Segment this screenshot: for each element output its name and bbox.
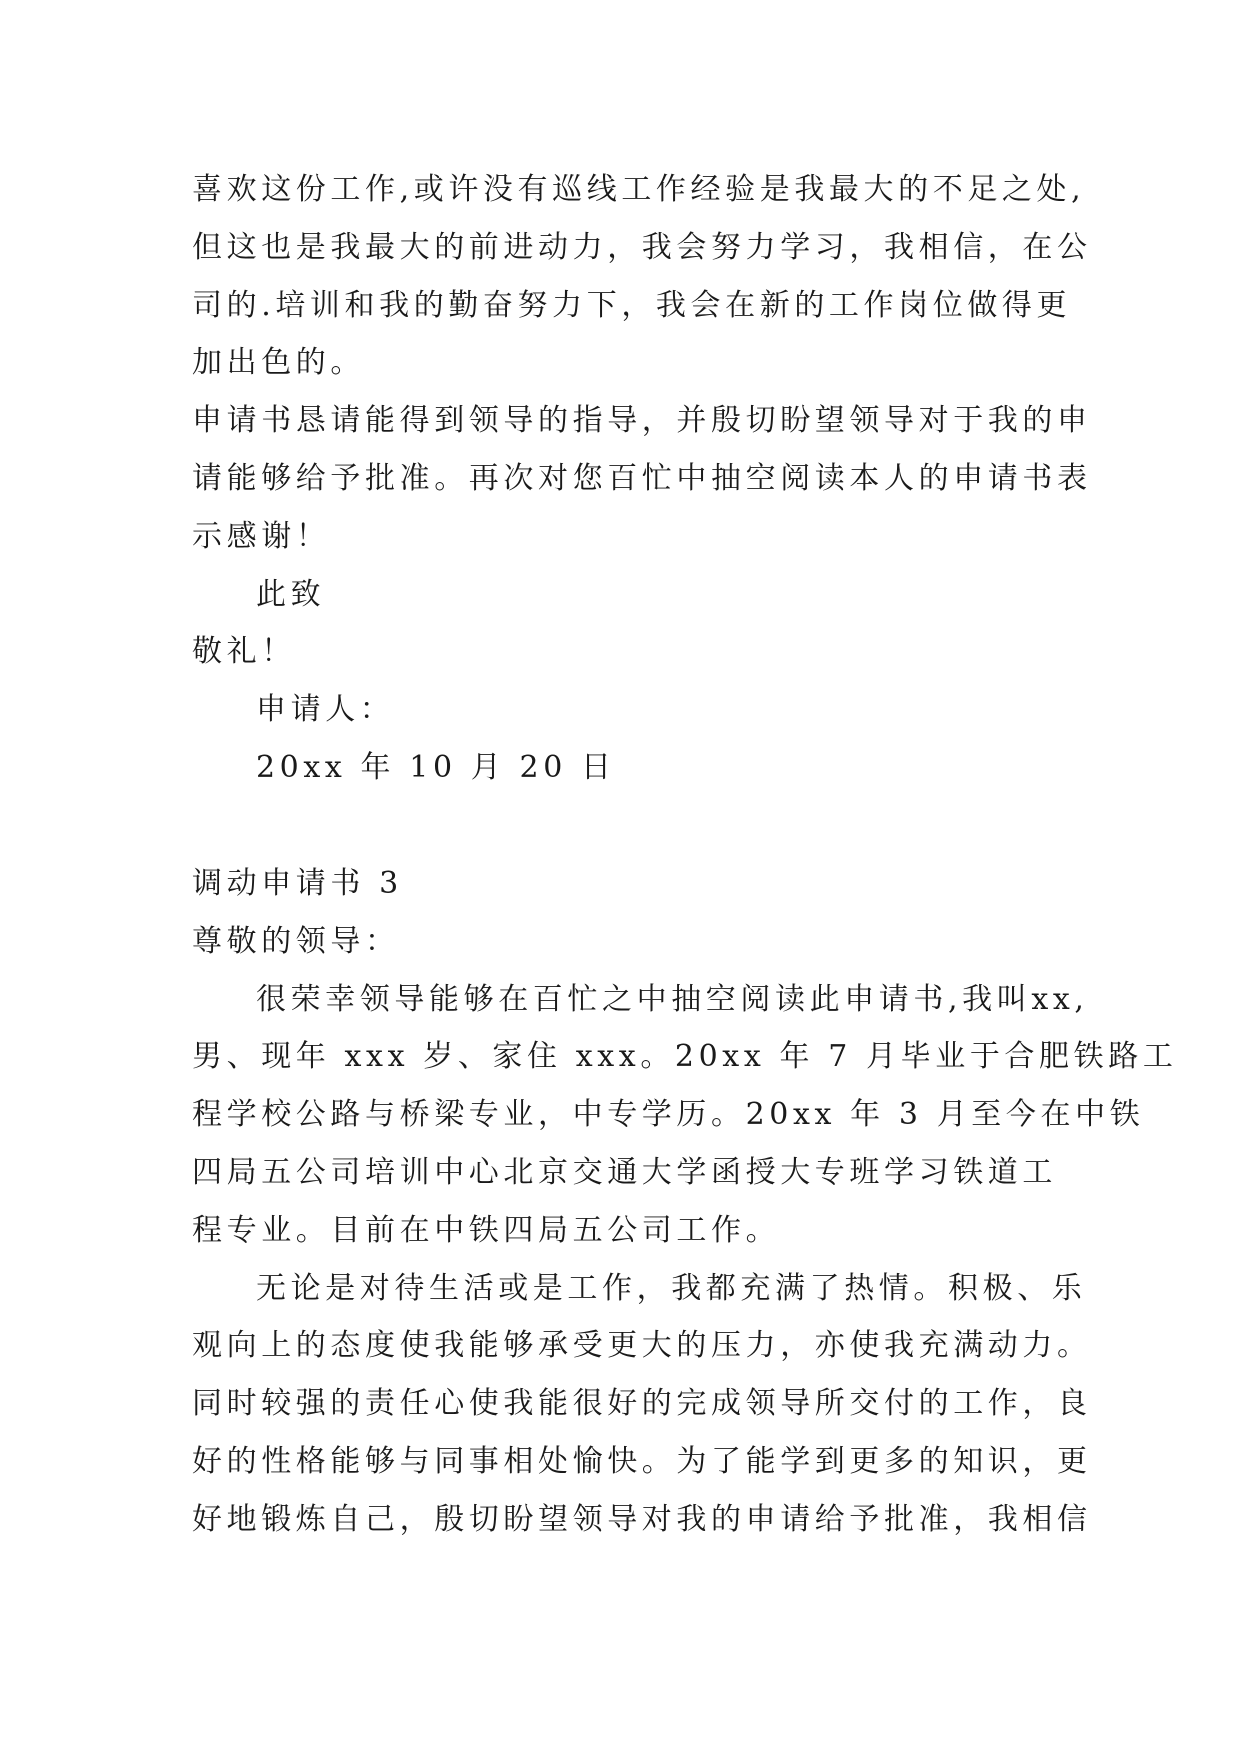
paragraph-line: 但这也是我最大的前进动力，我会努力学习，我相信，在公	[192, 230, 1092, 265]
paragraph-line: 加出色的。	[192, 345, 365, 380]
paragraph-line: 程专业。目前在中铁四局五公司工作。	[192, 1213, 781, 1248]
paragraph-line: 请能够给予批准。再次对您百忙中抽空阅读本人的申请书表	[192, 461, 1092, 496]
paragraph-line: 司的.培训和我的勤奋努力下，我会在新的工作岗位做得更	[192, 288, 1072, 323]
paragraph-line: 男、现年 xxx 岁、家住 xxx。20xx 年 7 月毕业于合肥铁路工	[192, 1039, 1178, 1074]
paragraph-line: 观向上的态度使我能够承受更大的压力，亦使我充满动力。	[192, 1328, 1092, 1363]
paragraph-line: 同时较强的责任心使我能很好的完成领导所交付的工作，良	[192, 1386, 1092, 1421]
applicant-label: 申请人：	[256, 692, 395, 727]
greeting-text: 尊敬的领导：	[192, 924, 400, 959]
paragraph-line: 好地锻炼自己，殷切盼望领导对我的申请给予批准，我相信	[192, 1502, 1092, 1537]
paragraph-line: 四局五公司培训中心北京交通大学函授大专班学习铁道工	[192, 1155, 1057, 1190]
paragraph-line: 示感谢！	[192, 519, 331, 554]
paragraph-line: 喜欢这份工作,或许没有巡线工作经验是我最大的不足之处,	[192, 172, 1086, 207]
paragraph-line: 很荣幸领导能够在百忙之中抽空阅读此申请书,我叫xx,	[256, 982, 1089, 1017]
salutation-text: 敬礼！	[192, 634, 296, 669]
paragraph-line: 无论是对待生活或是工作，我都充满了热情。积极、乐	[256, 1271, 1087, 1306]
closing-text: 此致	[256, 577, 326, 612]
paragraph-line: 好的性格能够与同事相处愉快。为了能学到更多的知识，更	[192, 1444, 1092, 1479]
date-text: 20xx 年 10 月 20 日	[256, 750, 616, 785]
paragraph-line: 申请书恳请能得到领导的指导，并殷切盼望领导对于我的申	[192, 403, 1092, 438]
paragraph-line: 程学校公路与桥梁专业，中专学历。20xx 年 3 月至今在中铁	[192, 1097, 1145, 1132]
section-title: 调动申请书 3	[192, 866, 403, 901]
